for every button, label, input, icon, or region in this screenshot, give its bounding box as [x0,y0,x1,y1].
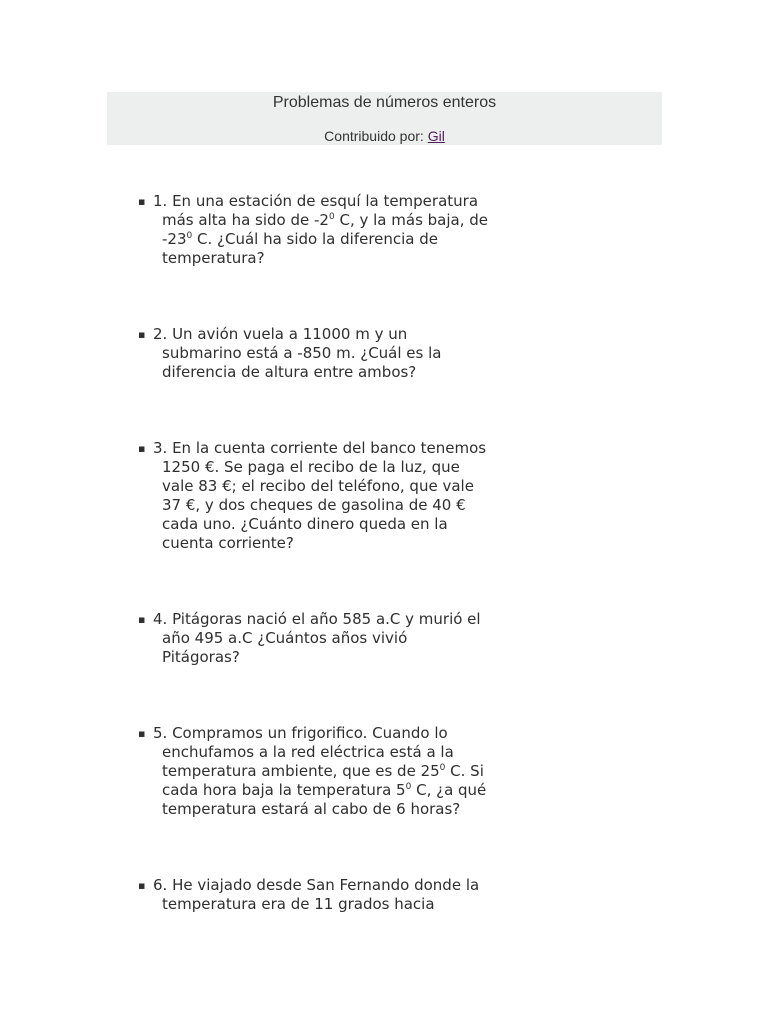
author-link[interactable]: Gil [427,128,445,144]
bullet-icon: ▪ [138,328,146,341]
bullet-icon: ▪ [138,879,146,892]
problem-item-6: ▪ 6. He viajado desde San Fernando donde la temperatura era de 11 grados hacia [138,876,480,913]
problem-item-3: ▪ 3. En la cuenta corriente del banco tenemos 1250 €. Se paga el recibo de la luz, que vale 83 €; el recibo del teléfono, que vale 37 €, y dos cheques de gasolina de 40 € cada uno. ¿Cuánto dinero queda en la cuenta corriente? [138,439,487,552]
bullet-icon: ▪ [138,727,146,740]
problem-item-1: ▪ 1. En una estación de esquí la temperatura más alta ha sido de $-2^0$ C, y la más baja, de $-23^0$ C. ¿Cuál ha sido la diferencia de temperatura? [138,192,489,267]
problem-item-5: ▪ 5. Compramos un frigorifico. Cuando lo enchufamos a la red eléctrica está a la temperatura ambiente, que es de $25^0$ C. Si cada hora baja la temperatura $5^0$ C, ¿a qué temperatura estará al cabo de 6 horas? [138,724,487,818]
document-header [107,92,662,145]
problem-list [138,192,488,914]
bullet-icon: ▪ [138,613,146,626]
bullet-icon: ▪ [138,442,146,455]
byline [107,128,662,144]
problem-item-4: ▪ 4. Pitágoras nació el año 585 a.C y murió el año 495 a.C ¿Cuántos años vivió Pitágoras? [138,610,481,666]
byline-label: Contribuido por: [324,128,424,144]
bullet-icon: ▪ [138,195,146,208]
page-title: Problemas de números enteros [272,94,497,111]
problem-item-2: ▪ 2. Un avión vuela a 11000 m y un submarino está a -850 m. ¿Cuál es la diferencia de altura entre ambos? [138,325,442,381]
